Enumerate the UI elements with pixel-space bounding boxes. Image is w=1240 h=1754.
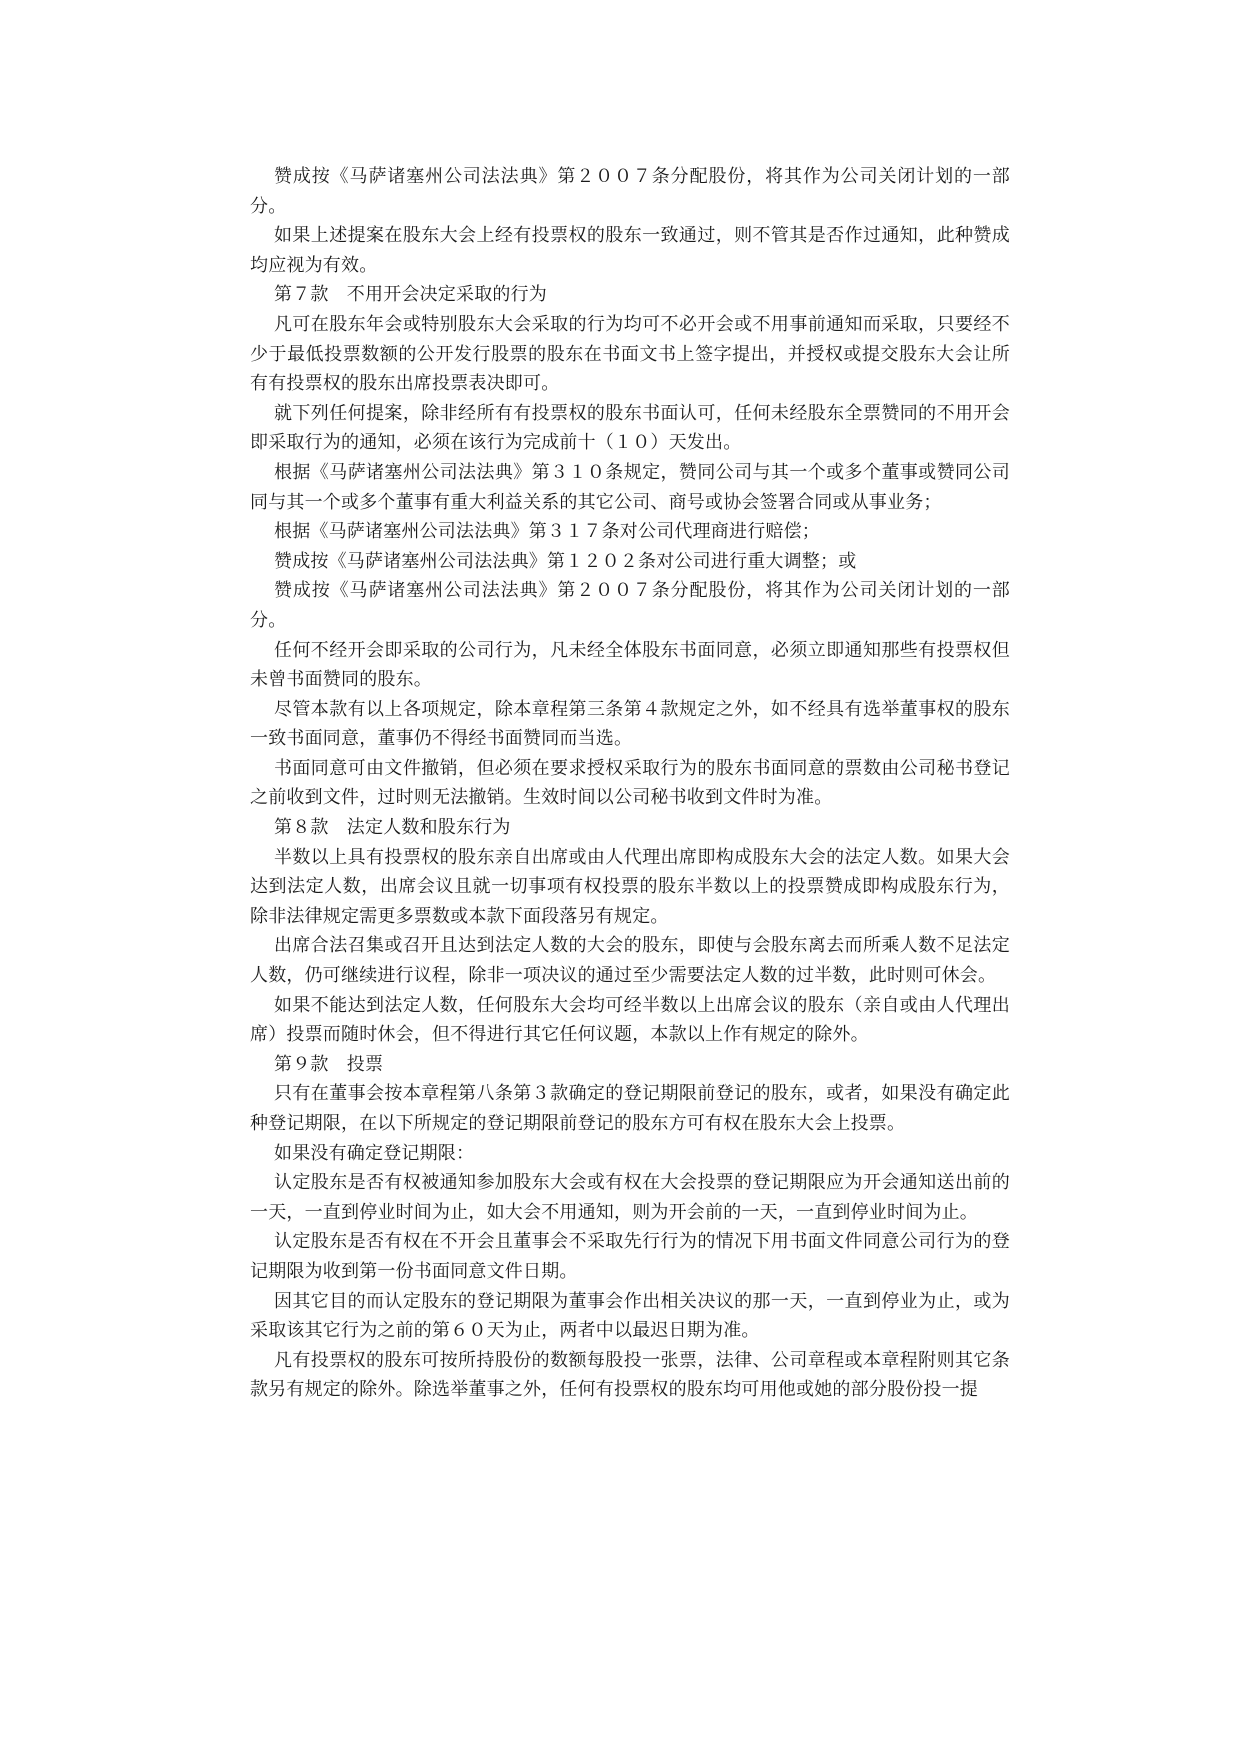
paragraph: 如果不能达到法定人数，任何股东大会均可经半数以上出席会议的股东（亲自或由人代理出席）投票而随时休会，但不得进行其它任何议题，本款以上作有规定的除外。 <box>250 994 1010 1046</box>
paragraph: 根据《马萨诸塞州公司法法典》第３１０条规定，赞同公司与其一个或多个董事或赞同公司同与其一个或多个董事有重大利益关系的其它公司、商号或协会签署合同或从事业务； <box>250 461 1010 513</box>
paragraph: 书面同意可由文件撤销，但必须在要求授权采取行为的股东书面同意的票数由公司秘书登记之前收到文件，过时则无法撤销。生效时间以公司秘书收到文件时为准。 <box>250 757 1010 809</box>
section-heading: 第７款 不用开会决定采取的行为 <box>274 284 547 306</box>
paragraph: 赞成按《马萨诸塞州公司法法典》第２００７条分配股份，将其作为公司关闭计划的一部分。 <box>250 580 1010 631</box>
paragraph: 赞成按《马萨诸塞州公司法法典》第２００７条分配股份，将其作为公司关闭计划的一部分。 <box>250 166 1010 217</box>
paragraph: 只有在董事会按本章程第八条第３款确定的登记期限前登记的股东，或者，如果没有确定此种登记期限，在以下所规定的登记期限前登记的股东方可有权在股东大会上投票。 <box>250 1083 1010 1134</box>
paragraph: 赞成按《马萨诸塞州公司法法典》第１２０２条对公司进行重大调整；或 <box>274 550 857 572</box>
section-heading: 第８款 法定人数和股东行为 <box>274 817 511 839</box>
paragraph: 凡可在股东年会或特别股东大会采取的行为均可不必开会或不用事前通知而采取，只要经不少于最低投票数额的公开发行股票的股东在书面文书上签字提出，并授权或提交股东大会让所有有投票权的股东出席投票表决即可。 <box>250 313 1010 395</box>
paragraph: 就下列任何提案，除非经所有有投票权的股东书面认可，任何未经股东全票赞同的不用开会即采取行为的通知，必须在该行为完成前十（１０）天发出。 <box>250 402 1010 454</box>
paragraph: 如果没有确定登记期限： <box>274 1142 475 1164</box>
paragraph: 尽管本款有以上各项规定，除本章程第三条第４款规定之外，如不经具有选举董事权的股东一致书面同意，董事仍不得经书面赞同而当选。 <box>250 698 1010 750</box>
paragraph: 认定股东是否有权被通知参加股东大会或有权在大会投票的登记期限应为开会通知送出前的一天，一直到停业时间为止，如大会不用通知，则为开会前的一天，一直到停业时间为止。 <box>250 1172 1010 1223</box>
document-page <box>250 162 1010 1405</box>
paragraph: 因其它目的而认定股东的登记期限为董事会作出相关决议的那一天，一直到停业为止，或为采取该其它行为之前的第６０天为止，两者中以最迟日期为准。 <box>250 1290 1010 1342</box>
section-heading: 第９款 投票 <box>274 1053 384 1075</box>
paragraph: 根据《马萨诸塞州公司法法典》第３１７条对公司代理商进行赔偿； <box>274 521 820 543</box>
paragraph: 半数以上具有投票权的股东亲自出席或由人代理出席即构成股东大会的法定人数。如果大会达到法定人数，出席会议且就一切事项有权投票的股东半数以上的投票赞成即构成股东行为，除非法律规定需更多票数或本款下面段落另有规定。 <box>250 846 1010 927</box>
paragraph: 出席合法召集或召开且达到法定人数的大会的股东，即使与会股东离去而所乘人数不足法定人数，仍可继续进行议程，除非一项决议的通过至少需要法定人数的过半数，此时则可休会。 <box>250 935 1010 987</box>
paragraph: 凡有投票权的股东可按所持股份的数额每股投一张票，法律、公司章程或本章程附则其它条款另有规定的除外。除选举董事之外，任何有投票权的股东均可用他或她的部分股份投一提 <box>250 1349 1010 1401</box>
paragraph: 认定股东是否有权在不开会且董事会不采取先行行为的情况下用书面文件同意公司行为的登记期限为收到第一份书面同意文件日期。 <box>250 1231 1010 1282</box>
paragraph: 如果上述提案在股东大会上经有投票权的股东一致通过，则不管其是否作过通知，此种赞成均应视为有效。 <box>250 225 1010 276</box>
paragraph: 任何不经开会即采取的公司行为，凡未经全体股东书面同意，必须立即通知那些有投票权但未曾书面赞同的股东。 <box>250 639 1010 691</box>
